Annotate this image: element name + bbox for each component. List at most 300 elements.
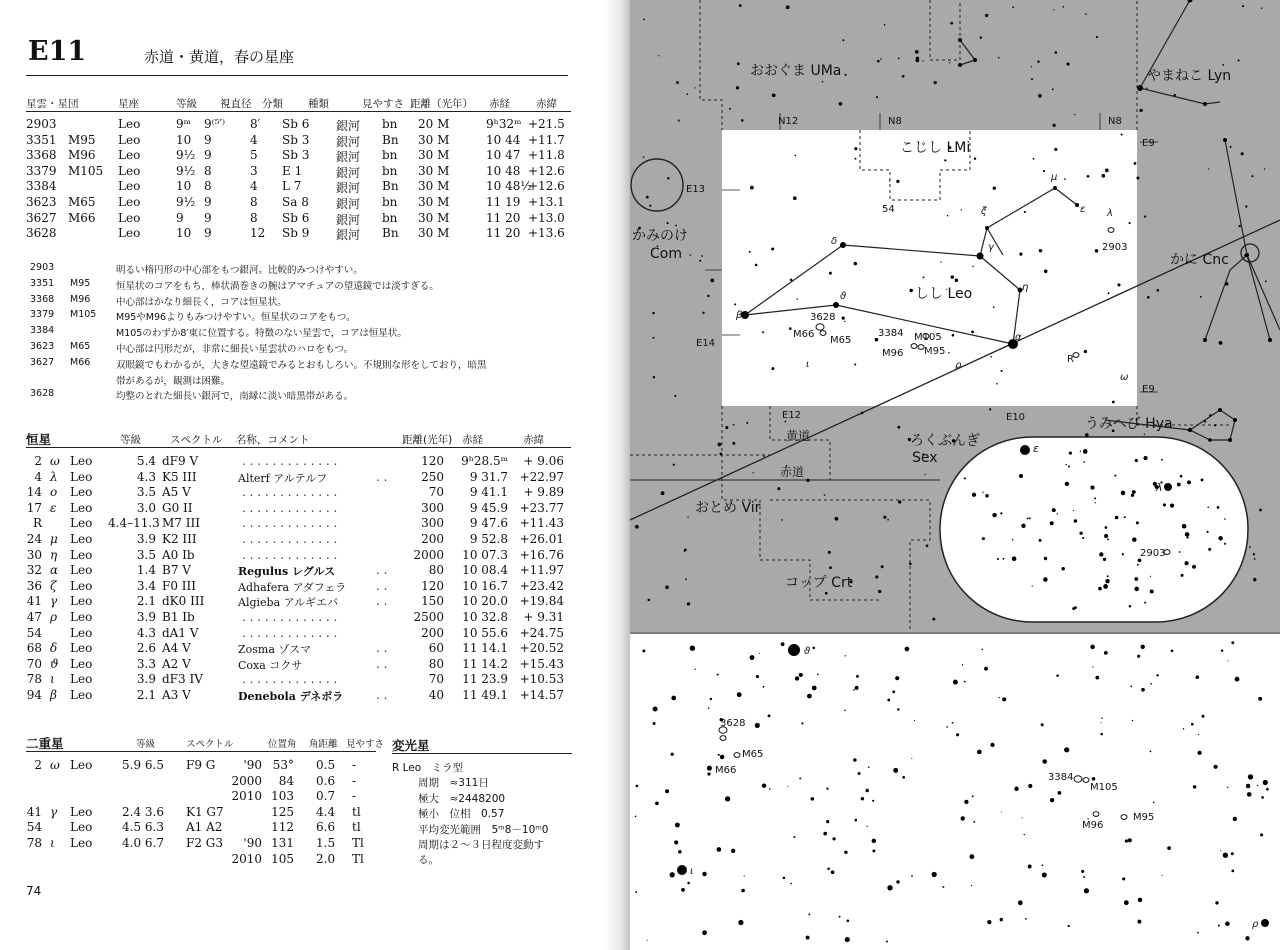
label-hya: うみへび Hya bbox=[1085, 416, 1173, 432]
position-angle: 125 bbox=[271, 804, 294, 819]
leader-dots: . . bbox=[376, 594, 388, 609]
field-star bbox=[653, 376, 655, 378]
table-row bbox=[26, 147, 571, 163]
detail-star bbox=[981, 649, 983, 651]
field-star bbox=[675, 225, 677, 227]
label-cnc: かに Cnc bbox=[1170, 252, 1229, 268]
star-number: 47 bbox=[26, 609, 42, 624]
inset-star bbox=[1105, 526, 1108, 529]
detail-star bbox=[808, 913, 810, 915]
detail-star bbox=[1042, 759, 1046, 763]
map-label: ι bbox=[806, 359, 810, 370]
object-id: 2903 bbox=[26, 117, 57, 131]
declination: +21.5 bbox=[528, 117, 565, 131]
inset-star bbox=[1039, 539, 1042, 542]
field-star bbox=[1095, 249, 1098, 252]
col-header: 等級 bbox=[120, 434, 141, 446]
inset-star bbox=[1192, 565, 1196, 569]
greek-letter: ρ bbox=[50, 609, 58, 624]
leader-dots: . . . . . . . . . . . . . bbox=[242, 531, 338, 546]
detail-star bbox=[1248, 774, 1253, 779]
detail-star bbox=[812, 647, 815, 650]
greek-letter: ω bbox=[50, 454, 60, 468]
detail-star bbox=[1257, 785, 1258, 786]
detail-star bbox=[1231, 641, 1234, 644]
field-star bbox=[1146, 87, 1148, 89]
col-header: 星雲・星団 bbox=[26, 98, 79, 110]
greek-letter: η bbox=[50, 547, 58, 562]
inset-star bbox=[1074, 519, 1077, 522]
field-star bbox=[1033, 158, 1035, 160]
declination: +11.8 bbox=[528, 148, 565, 163]
map-label: 3384 bbox=[1048, 772, 1074, 783]
distance: 30 M bbox=[418, 132, 450, 147]
note-row bbox=[30, 341, 575, 357]
note-text: 中心部は円形だが，非常に細長い星雲状のハロをもつ。 bbox=[116, 343, 354, 355]
greek-letter: γ bbox=[50, 594, 58, 609]
star-number: 68 bbox=[26, 641, 42, 656]
inset-star bbox=[1114, 475, 1116, 477]
distance: 70 bbox=[428, 672, 444, 687]
field-star bbox=[980, 36, 982, 38]
field-star bbox=[881, 565, 884, 568]
label-ecliptic: 黄道 bbox=[786, 429, 811, 443]
leader-dots: . . . . . . . . . . . . . bbox=[242, 485, 338, 500]
detail-star bbox=[990, 743, 994, 747]
field-star bbox=[1144, 215, 1146, 217]
spectral-type: B7 V bbox=[162, 563, 191, 578]
right-ascension: 11 20 bbox=[486, 226, 521, 241]
declination: +12.6 bbox=[528, 163, 565, 178]
right-ascension: 11 14.1 bbox=[462, 641, 508, 656]
visibility: bn bbox=[382, 210, 398, 225]
field-star bbox=[897, 426, 900, 429]
map-label: λ bbox=[1107, 208, 1113, 219]
field-star bbox=[739, 4, 742, 7]
magnitude: 9 bbox=[176, 210, 184, 225]
declination: +22.97 bbox=[519, 469, 564, 484]
variable-line: る。 bbox=[418, 854, 439, 867]
detail-star bbox=[914, 720, 915, 721]
magnitude: 2.6 bbox=[136, 641, 156, 656]
field-star bbox=[1245, 205, 1247, 207]
detail-star bbox=[1214, 765, 1218, 769]
distance: 200 bbox=[421, 531, 444, 546]
star-number: 24 bbox=[26, 531, 42, 546]
star-number: 2 bbox=[34, 758, 42, 772]
declination: +11.97 bbox=[519, 563, 564, 578]
map-label: 54 bbox=[882, 204, 895, 215]
field-star bbox=[854, 363, 856, 365]
leader-dots: . . . . . . . . . . . . . bbox=[242, 672, 338, 687]
field-star bbox=[699, 260, 701, 262]
detail-star bbox=[681, 888, 685, 892]
inset-star bbox=[1052, 508, 1056, 512]
detail-star bbox=[1197, 932, 1199, 934]
spectral-type: A4 V bbox=[162, 641, 191, 656]
field-star bbox=[1208, 168, 1209, 169]
star-chart-page bbox=[630, 0, 1280, 950]
field-star bbox=[1244, 254, 1247, 256]
constellation: Leo bbox=[118, 163, 141, 178]
detail-star bbox=[635, 815, 637, 817]
detail-star bbox=[1198, 734, 1199, 735]
field-star bbox=[1037, 61, 1039, 63]
magnitude: 3.9 bbox=[136, 609, 156, 624]
note-messier: M66 bbox=[70, 356, 91, 368]
field-star bbox=[746, 422, 748, 424]
detail-star bbox=[707, 772, 710, 775]
field-star bbox=[741, 119, 744, 122]
star-number: 70 bbox=[26, 656, 42, 671]
field-star bbox=[944, 159, 946, 161]
inset-star bbox=[1043, 577, 1047, 581]
detail-star bbox=[895, 676, 899, 680]
declination: +10.53 bbox=[519, 672, 564, 687]
label-equator: 赤道 bbox=[780, 465, 805, 479]
variable-star-heading: 変光星 bbox=[392, 736, 572, 754]
inset-star bbox=[1201, 478, 1204, 481]
detail-star bbox=[1125, 839, 1128, 842]
detail-star bbox=[687, 882, 690, 885]
table-row bbox=[26, 132, 571, 148]
field-star bbox=[736, 86, 739, 89]
greek-letter: α bbox=[50, 563, 59, 578]
spectral-types: F2 G3 bbox=[186, 835, 223, 850]
detail-star bbox=[1124, 900, 1129, 905]
inset-star bbox=[1122, 553, 1124, 555]
detail-star bbox=[1247, 792, 1252, 797]
detail-star bbox=[973, 821, 975, 823]
spectral-type: K5 III bbox=[162, 469, 197, 484]
declination: +12.6 bbox=[528, 179, 565, 194]
detail-star bbox=[858, 772, 861, 775]
field-star bbox=[825, 592, 828, 595]
table-row bbox=[26, 687, 571, 703]
leader-dots: . . . . . . . . . . . . . bbox=[242, 454, 338, 468]
constellation: Leo bbox=[70, 500, 93, 515]
map-label: 2903 bbox=[1102, 242, 1128, 253]
visibility: bn bbox=[382, 163, 398, 178]
inset-star bbox=[1150, 590, 1154, 594]
spectral-type: B1 Ib bbox=[162, 609, 195, 624]
distance: 300 bbox=[421, 516, 444, 531]
note-text: 中心部はかなり細長く，コアは恒星状。 bbox=[116, 296, 287, 308]
col-header: 見やすさ bbox=[346, 739, 385, 750]
greek-letter: ζ bbox=[50, 578, 57, 593]
detail-star bbox=[1231, 870, 1234, 873]
detail-star bbox=[1141, 688, 1145, 692]
declination: +13.1 bbox=[528, 194, 565, 209]
detail-star bbox=[1261, 796, 1264, 799]
field-star bbox=[1024, 211, 1026, 213]
magnitude-2: 8 bbox=[204, 163, 212, 178]
detail-star bbox=[799, 673, 803, 677]
messier-id: M65 bbox=[68, 194, 96, 209]
inset-view bbox=[940, 437, 1248, 622]
field-star bbox=[687, 93, 689, 95]
inset-star bbox=[1185, 561, 1189, 565]
inset-star bbox=[1050, 521, 1054, 525]
object-type: 銀河 bbox=[336, 150, 361, 165]
detail-star bbox=[793, 836, 795, 838]
inset-star bbox=[1000, 512, 1002, 514]
star-table-header bbox=[26, 430, 571, 448]
field-star bbox=[985, 14, 988, 17]
field-star bbox=[1121, 133, 1123, 135]
field-star bbox=[993, 306, 995, 308]
field-star bbox=[996, 383, 998, 385]
detail-star bbox=[1225, 921, 1230, 926]
detail-star bbox=[1001, 811, 1002, 812]
chart-area bbox=[722, 130, 1137, 406]
variable-line: 周期は２～３日程度変動す bbox=[418, 838, 544, 851]
table-row bbox=[26, 484, 571, 500]
col-header: 名称，コメント bbox=[236, 434, 310, 446]
field-star bbox=[763, 456, 764, 457]
detail-star bbox=[768, 714, 771, 717]
table-row bbox=[26, 851, 376, 867]
detail-star bbox=[1028, 784, 1032, 788]
field-star bbox=[971, 331, 974, 334]
map-label: M105 bbox=[1090, 782, 1118, 793]
detail-star bbox=[911, 758, 912, 759]
field-star bbox=[1052, 88, 1054, 90]
detail-star bbox=[1223, 853, 1228, 858]
detail-star-theta bbox=[788, 644, 800, 656]
greek-letter: γ bbox=[50, 804, 58, 819]
detail-star bbox=[1156, 674, 1158, 676]
inset-star bbox=[1177, 483, 1181, 487]
bright-star bbox=[1233, 418, 1237, 422]
field-star bbox=[1249, 546, 1251, 548]
size: 4 bbox=[250, 179, 258, 194]
star-name: Zosma ゾスマ bbox=[238, 643, 311, 657]
detail-star bbox=[1263, 780, 1268, 785]
label-com-jp: かみのけ bbox=[632, 228, 688, 244]
field-star bbox=[1101, 174, 1105, 178]
visibility: Bn bbox=[382, 226, 399, 241]
distance: 120 bbox=[421, 454, 444, 468]
inset-star bbox=[1069, 452, 1072, 455]
magnitude: 10 bbox=[176, 132, 192, 147]
classification: E 1 bbox=[282, 163, 303, 178]
size: 8 bbox=[250, 194, 258, 209]
map-label: ϑ bbox=[804, 646, 811, 657]
field-star bbox=[829, 566, 832, 569]
constellation: Leo bbox=[70, 625, 93, 640]
visibility: Tl bbox=[352, 835, 364, 850]
field-star bbox=[1001, 370, 1003, 372]
detail-star bbox=[759, 653, 760, 654]
field-star bbox=[755, 264, 758, 267]
field-star bbox=[916, 57, 920, 61]
detail-star bbox=[690, 646, 695, 651]
star-number: 41 bbox=[26, 594, 42, 609]
field-star bbox=[762, 331, 764, 333]
magnitude: 9½ bbox=[176, 163, 196, 178]
detail-star bbox=[1260, 833, 1263, 836]
detail-star bbox=[795, 676, 799, 680]
distance: 30 M bbox=[418, 194, 450, 209]
inset-star bbox=[1224, 518, 1226, 520]
field-star bbox=[1085, 13, 1087, 15]
bright-star bbox=[958, 63, 962, 67]
map-label: M66 bbox=[715, 765, 737, 776]
distance: 40 bbox=[428, 687, 444, 702]
classification: Sb 6 bbox=[282, 210, 310, 225]
size: 8 bbox=[250, 210, 258, 225]
detail-star bbox=[678, 850, 682, 854]
declination: +11.7 bbox=[528, 132, 565, 147]
field-star bbox=[1204, 421, 1206, 423]
detail-star bbox=[1083, 876, 1085, 878]
detail-star bbox=[1132, 720, 1133, 721]
detail-star bbox=[1141, 645, 1145, 649]
field-star bbox=[926, 544, 929, 547]
visibility: tl bbox=[352, 804, 361, 819]
star-name: Adhafera アダフェラ bbox=[238, 580, 347, 594]
map-label: μ bbox=[1051, 172, 1058, 183]
detail-star bbox=[971, 885, 972, 886]
greek-letter: ω bbox=[50, 758, 60, 772]
detail-star bbox=[845, 655, 846, 656]
distance: 2500 bbox=[413, 609, 444, 624]
object-id: 3384 bbox=[26, 179, 57, 194]
inset-star bbox=[1186, 536, 1188, 538]
col-header: 距離（光年） bbox=[410, 98, 473, 110]
variable-line: R Leo ミラ型 bbox=[392, 762, 464, 774]
spectral-type: G0 II bbox=[162, 500, 193, 515]
magnitude: 4.3 bbox=[136, 625, 156, 640]
right-ascension: 9 41.1 bbox=[469, 485, 508, 500]
field-star bbox=[875, 575, 878, 578]
inset-star bbox=[1161, 459, 1163, 461]
bright-star bbox=[1203, 338, 1207, 342]
spectral-types: F9 G bbox=[186, 758, 216, 772]
detail-star bbox=[962, 664, 963, 665]
field-star bbox=[948, 352, 950, 354]
magnitudes: 4.0 6.7 bbox=[122, 835, 164, 850]
distance: 30 M bbox=[418, 210, 450, 225]
epoch: 2010 bbox=[231, 851, 262, 866]
field-star bbox=[898, 500, 901, 503]
star-number: 41 bbox=[26, 804, 42, 819]
note-id: 2903 bbox=[30, 262, 55, 273]
table-row bbox=[26, 835, 376, 851]
detail-star bbox=[1220, 850, 1221, 851]
detail-star bbox=[1056, 674, 1059, 677]
field-star bbox=[822, 81, 824, 83]
field-star bbox=[993, 187, 996, 190]
field-star bbox=[1019, 253, 1022, 256]
field-star bbox=[1265, 280, 1267, 282]
detail-star bbox=[812, 686, 817, 691]
field-star bbox=[673, 464, 675, 466]
separation: 1.5 bbox=[316, 835, 336, 850]
label-lmi: こじし LMi bbox=[900, 140, 971, 156]
field-star bbox=[719, 452, 722, 455]
object-type: 銀河 bbox=[336, 134, 361, 149]
detail-star bbox=[1081, 870, 1084, 873]
table-row bbox=[26, 578, 571, 594]
magnitude-2: 9 bbox=[204, 194, 212, 209]
field-star bbox=[649, 205, 651, 207]
detail-star bbox=[1258, 697, 1262, 701]
field-star bbox=[1239, 225, 1241, 227]
inset-star bbox=[1083, 461, 1085, 463]
detail-star bbox=[801, 722, 803, 724]
detail-star bbox=[1167, 846, 1171, 850]
inset-star bbox=[1065, 482, 1069, 486]
field-star bbox=[889, 180, 890, 181]
inset-star bbox=[1207, 507, 1209, 509]
table-row bbox=[26, 640, 571, 656]
constellation: Leo bbox=[118, 148, 141, 163]
declination: + 9.06 bbox=[523, 454, 564, 468]
map-label: 3628 bbox=[810, 312, 836, 323]
field-star bbox=[789, 327, 792, 330]
star-number: 78 bbox=[26, 672, 42, 687]
classification: Sb 9 bbox=[282, 226, 310, 241]
detail-star bbox=[1228, 660, 1229, 661]
field-star bbox=[729, 108, 731, 110]
inset-star bbox=[1099, 552, 1103, 556]
position-angle: 103 bbox=[271, 789, 294, 804]
field-star bbox=[902, 75, 905, 78]
object-id: 3368 bbox=[26, 148, 57, 163]
constellation: Leo bbox=[70, 656, 93, 671]
col-header: 見やすさ bbox=[362, 98, 404, 110]
field-star bbox=[974, 157, 976, 159]
constellation: Leo bbox=[70, 454, 93, 468]
inset-star bbox=[1103, 558, 1106, 561]
detail-star bbox=[756, 675, 759, 678]
section-heading: 二重星 bbox=[26, 736, 64, 751]
leader-dots: . . bbox=[376, 641, 388, 656]
map-label: E12 bbox=[782, 410, 802, 421]
field-star bbox=[1144, 434, 1145, 435]
star-name: Regulus レグルス bbox=[238, 565, 336, 579]
inset-star bbox=[1135, 459, 1138, 462]
map-label: M95 bbox=[1133, 812, 1155, 823]
star-number: 17 bbox=[26, 500, 42, 515]
col-header: 分類 bbox=[262, 98, 283, 110]
detail-star bbox=[886, 941, 888, 943]
map-label: λ bbox=[1156, 481, 1163, 494]
field-star bbox=[687, 602, 690, 605]
detail-star bbox=[1266, 788, 1269, 791]
bright-star bbox=[1075, 203, 1079, 207]
detail-star bbox=[872, 839, 876, 843]
distance: 30 M bbox=[418, 163, 450, 178]
field-star bbox=[972, 266, 974, 268]
epoch: 2010 bbox=[231, 789, 262, 804]
right-ascension: 10 48½ bbox=[486, 179, 532, 194]
object-id: 3351 bbox=[26, 132, 57, 147]
messier-id: M96 bbox=[68, 148, 96, 163]
variable-line: 極小 位相 0.57 bbox=[418, 808, 505, 821]
detail-star bbox=[653, 722, 656, 725]
col-header: スペクトル bbox=[186, 739, 234, 750]
page-number: 74 bbox=[26, 884, 42, 898]
nebula-table bbox=[26, 94, 571, 241]
inset-star bbox=[1073, 510, 1074, 511]
right-ascension: 11 14.2 bbox=[462, 656, 508, 671]
star-number: 14 bbox=[26, 485, 42, 500]
field-star bbox=[1129, 222, 1131, 224]
map-label: N12 bbox=[778, 116, 799, 127]
